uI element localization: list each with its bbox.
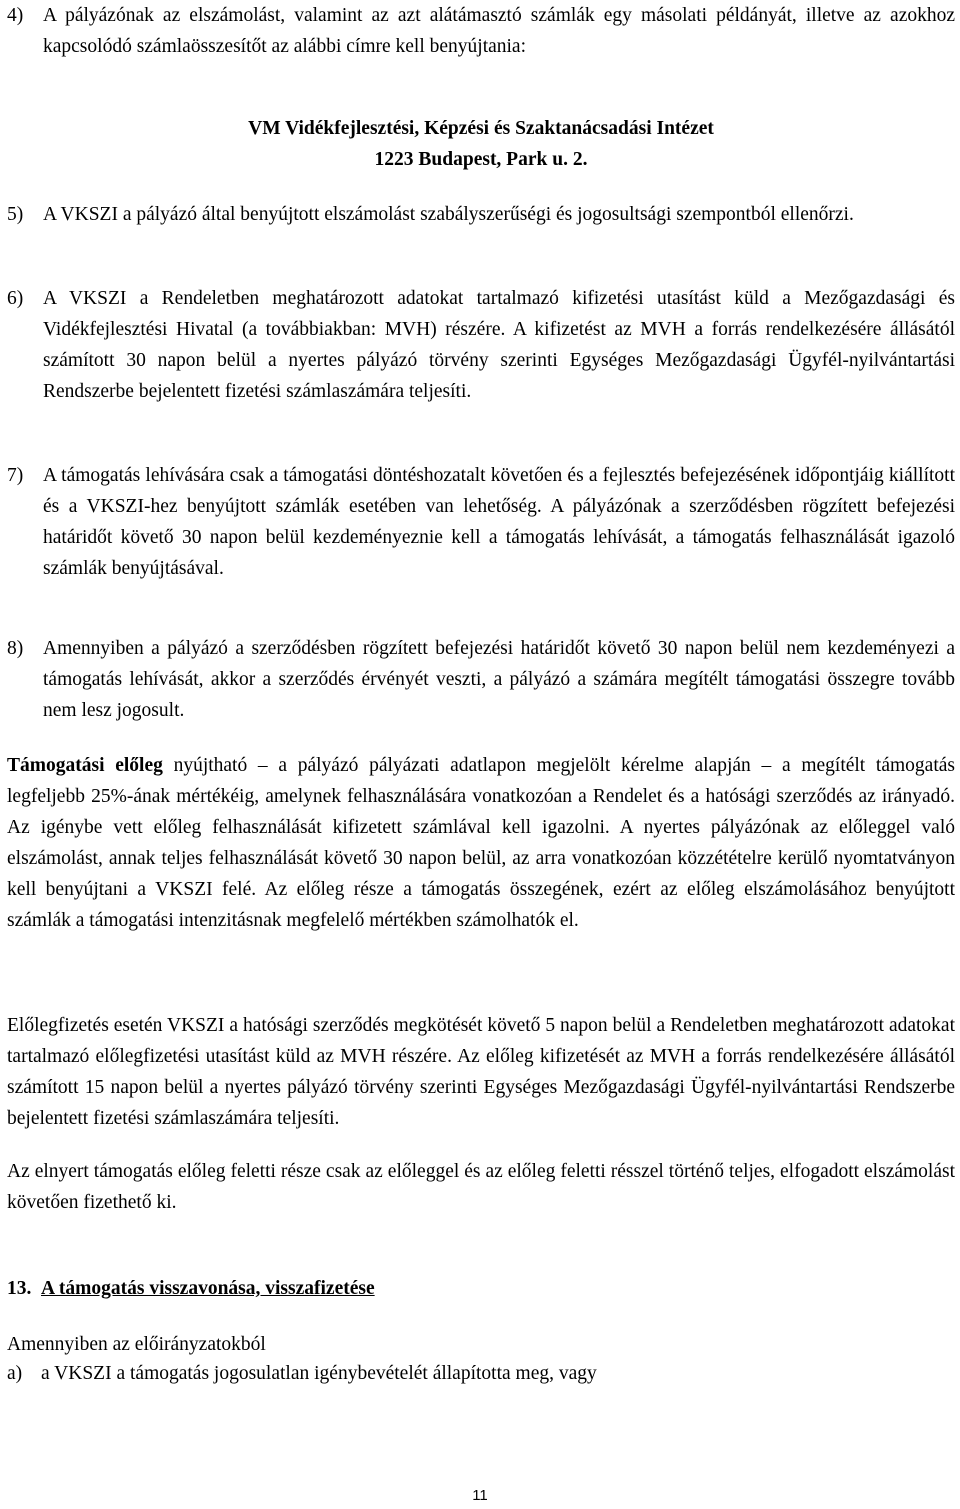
address-line-2: 1223 Budapest, Park u. 2. [374, 149, 588, 170]
list-item-text: A pályázónak az elszámolást, valamint az azt alátámasztó számlák egy másolati példányát, illetve az azokhoz kapcsolódó számlaösszesítőt az alábbi címre kell benyújtania: [43, 5, 955, 57]
list-item-4 [7, 0, 955, 62]
sub-item-text: a VKSZI a támogatás jogosulatlan igénybevételét állapította meg, vagy [41, 1363, 597, 1384]
advance-lead: Támogatási előleg [7, 755, 163, 776]
revocation-intro: Amennyiben az előirányzatokból [7, 1334, 266, 1355]
list-item-5 [7, 199, 955, 230]
section-title: A támogatás visszavonása, visszafizetése [41, 1278, 375, 1299]
list-item-number: 7) [7, 465, 24, 486]
section-number: 13. [7, 1278, 32, 1299]
page-number: 11 [472, 1487, 488, 1504]
advance-text: nyújtható – a pályázó pályázati adatlapon megjelölt kérelme alapján – a megítélt támogatás legfeljebb 25%-ának mértékéig, amelynek felhasználására vonatkozóan a Rendelet és a hatósági szerződés az irányadó. Az igénybe vett előleg felhasználását kifizetett számlával kell igazolni. A nyertes pályázónak az előleggel való elszámolást, annak teljes felhasználását követő 30 napon belül, az arra vonatkozóan közzétételre kerülő nyomtatványon kell benyújtani a VKSZI felé. Az előleg része a támogatás összegének, ezért az előleg elszámolásához benyújtott számlák a támogatási intenzitásnak megfelelő mértékben számolhatók el. [7, 755, 955, 931]
advance-payment-paragraph: Előlegfizetés esetén VKSZI a hatósági szerződés megkötését követő 5 napon belül a Rendeletben meghatározott adatokat tartalmazó előlegfizetési utasítást küld az MVH részére. Az előleg kifizetését az MVH a forrás rendelkezésére állásától számított 15 napon belül a nyertes pályázó törvény szerinti Egységes Mezőgazdasági Ügyfél-nyilvántartási Rendszerbe bejelentett fizetési számlaszámára teljesíti. [7, 1015, 955, 1129]
list-item-6 [7, 283, 955, 407]
list-item-7 [7, 460, 955, 584]
list-item-number: 4) [7, 5, 24, 26]
list-item-8 [7, 633, 955, 726]
sub-item-letter: a) [7, 1363, 23, 1384]
advance-paragraph [7, 750, 955, 936]
document-page [7, 0, 955, 1509]
list-item-text: A VKSZI a Rendeletben meghatározott adatokat tartalmazó kifizetési utasítást küld a Mezőgazdasági és Vidékfejlesztési Hivatal (a továbbiakban: MVH) részére. A kifizetést az MVH a forrás rendelkezésére állásától számított 30 napon belül a nyertes pályázó törvény szerinti Egységes Mezőgazdasági Ügyfél-nyilvántartási Rendszerbe bejelentett fizetési számlaszámára teljesíti. [43, 288, 955, 402]
list-item-number: 5) [7, 204, 24, 225]
list-item-number: 8) [7, 638, 24, 659]
list-item-text: A VKSZI a pályázó által benyújtott elszámolást szabályszerűségi és jogosultsági szempontból ellenőrzi. [43, 204, 854, 225]
remainder-paragraph: Az elnyert támogatás előleg feletti része csak az előleggel és az előleg feletti résszel történő teljes, elfogadott elszámolást követően fizethető ki. [7, 1161, 955, 1213]
revocation-item-a [7, 1358, 955, 1389]
address-line-1: VM Vidékfejlesztési, Képzési és Szaktanácsadási Intézet [248, 118, 714, 139]
list-item-text: Amennyiben a pályázó a szerződésben rögzített befejezési határidőt követő 30 napon belül nem kezdeményezi a támogatás lehívását, akkor a szerződés érvényét veszti, a pályázó a számára megítélt támogatási összegre tovább nem lesz jogosult. [43, 638, 955, 721]
section-heading-13 [7, 1273, 955, 1304]
list-item-text: A támogatás lehívására csak a támogatási döntéshozatalt követően és a fejlesztés befejezésének időpontjáig kiállított és a VKSZI-hez benyújtott számlák esetében van lehetőség. A pályázónak a szerződésben rögzített befejezési határidőt követő 30 napon belül kezdeményeznie kell a támogatás lehívását, a támogatás felhasználását igazoló számlák benyújtásával. [43, 465, 955, 579]
list-item-number: 6) [7, 288, 24, 309]
